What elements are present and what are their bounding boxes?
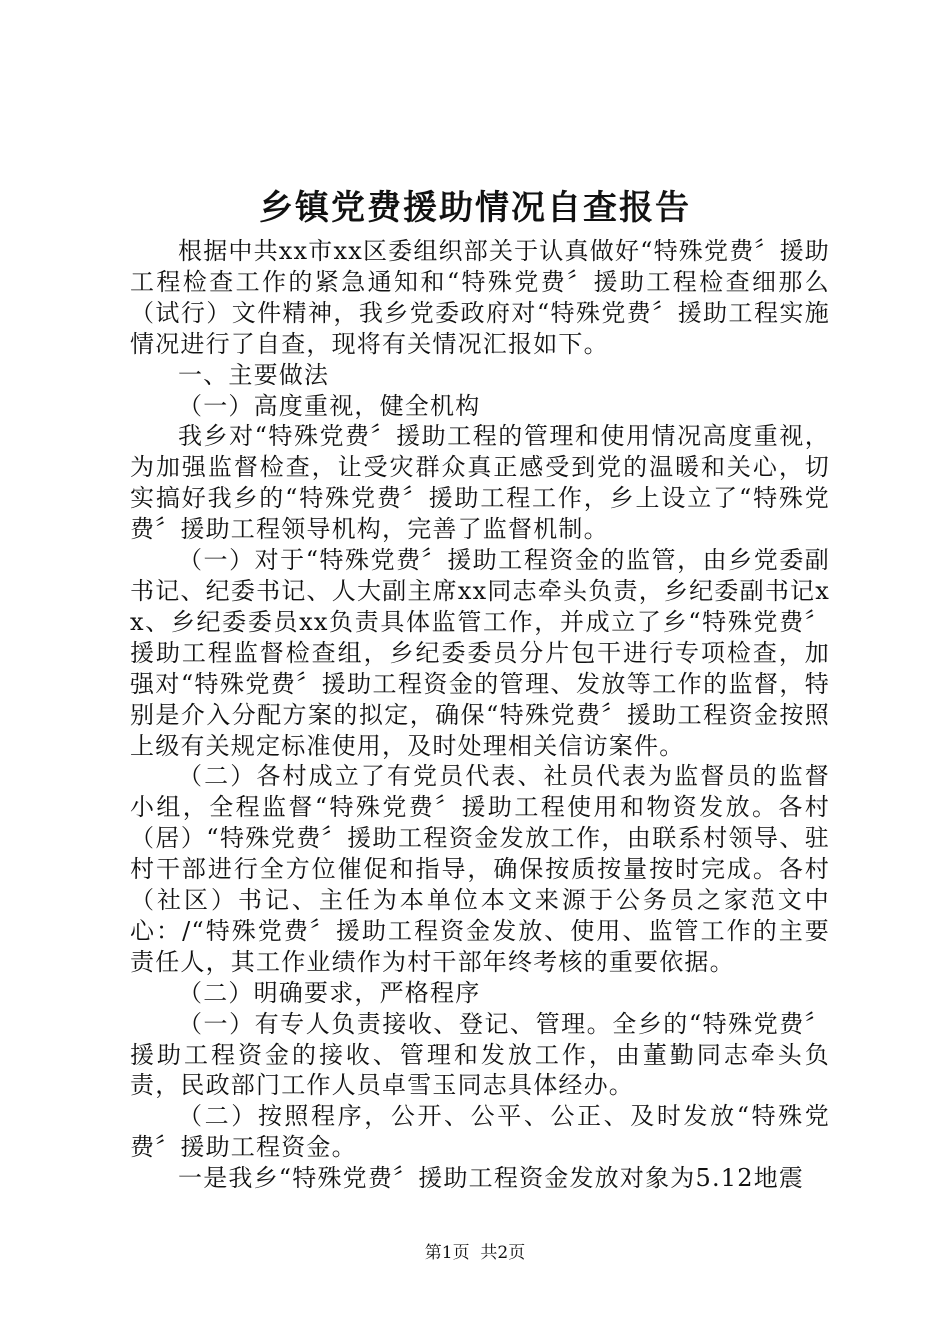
paragraph-dedicated-staff: （一）有专人负责接收、登记、管理。全乡的“特殊党费〞援助工程资金的接收、管理和发放工作，由董勤同志牵头负责，民政部门工作人员卓雪玉同志具体经办。 [130, 1009, 830, 1100]
section-heading-main-practices: 一、主要做法 [178, 360, 330, 389]
subsection-heading-attention: （一）高度重视，健全机构 [178, 391, 481, 420]
paragraph-intro: 根据中共xx市xx区委组织部关于认真做好“特殊党费〞援助工程检查工作的紧急通知和“特殊党费〞援助工程检查细那么（试行）文件精神，我乡党委政府对“特殊党费〞援助工程实施情况进行了自查，现将有关情况汇报如下。 [130, 237, 831, 358]
document-body [130, 236, 830, 1194]
paragraph-village-groups: （二）各村成立了有党员代表、社员代表为监督员的监督小组，全程监督“特殊党费〞援助工程使用和物资发放。各村（居）“特殊党费〞援助工程资金发放工作，由联系村领导、驻村干部进行全方位催促和指导，确保按质按量按时完成。各村（社区）书记、主任为本单位本文来源于公务员之家范文中心：/“特殊党费〞援助工程资金发放、使用、监管工作的主要责任人，其工作业绩作为村干部年终考核的重要依据。 [130, 762, 830, 976]
paragraph-supervision: （一）对于“特殊党费〞援助工程资金的监管，由乡党委副书记、纪委书记、人大副主席xx同志牵头负责，乡纪委副书记xx、乡纪委委员xx负责具体监管工作，并成立了乡“特殊党费〞援助工程监督检查组，乡纪委委员分片包干进行专项检查，加强对“特殊党费〞援助工程资金的管理、发放等工作的监督，特别是介入分配方案的拟定，确保“特殊党费〞援助工程资金按照上级有关规定标准使用，及时处理相关信访案件。 [130, 546, 830, 760]
paragraph-recipients: 一是我乡“特殊党费〞援助工程资金发放对象为5.12地震 [178, 1164, 805, 1193]
paragraph-public-distribution: （二）按照程序，公开、公平、公正、及时发放“特殊党费〞援助工程资金。 [130, 1102, 830, 1162]
paragraph-attention: 我乡对“特殊党费〞援助工程的管理和使用情况高度重视，为加强监督检查，让受灾群众真正感受到党的温暖和关心，切实搞好我乡的“特殊党费〞援助工程工作，乡上设立了“特殊党费〞援助工程领导机构，完善了监督机制。 [130, 422, 830, 544]
document-title: 乡镇党费援助情况自查报告 [259, 188, 691, 228]
page-footer [0, 1241, 950, 1265]
subsection-heading-procedure: （二）明确要求，严格程序 [178, 978, 481, 1007]
page-number: 第1页 [424, 1243, 470, 1263]
page-total: 共2页 [480, 1243, 526, 1263]
